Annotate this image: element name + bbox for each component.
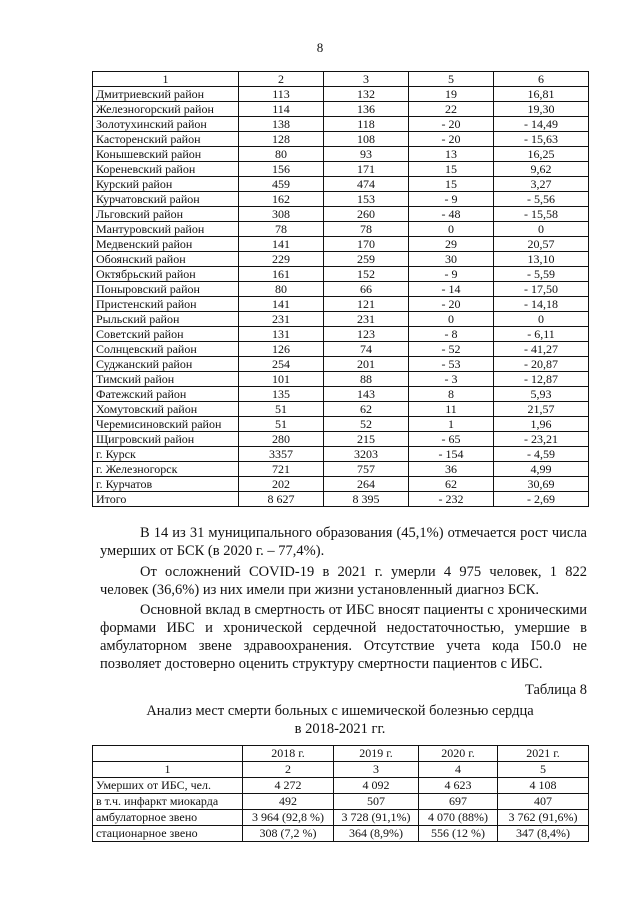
table-row	[93, 312, 589, 327]
table-cell: 11	[409, 402, 494, 417]
table-row	[93, 477, 589, 492]
table-cell: 121	[324, 297, 409, 312]
table-cell: 4	[419, 762, 498, 778]
table-cell: г. Железногорск	[93, 462, 239, 477]
page-number: 8	[316, 40, 324, 55]
table-cell: 1	[409, 417, 494, 432]
table-cell: 62	[409, 477, 494, 492]
table-cell: 2	[243, 762, 334, 778]
table-cell: 51	[239, 402, 324, 417]
table-cell: - 2,69	[494, 492, 589, 507]
table-cell: 123	[324, 327, 409, 342]
table-cell: 78	[239, 222, 324, 237]
table-cell: 29	[409, 237, 494, 252]
table-cell: 22	[409, 102, 494, 117]
table-cell: 3357	[239, 447, 324, 462]
table-cell: 101	[239, 372, 324, 387]
table-cell: Кореневский район	[93, 162, 239, 177]
table-row	[93, 357, 589, 372]
table-cell: Конышевский район	[93, 147, 239, 162]
table-cell: Обоянский район	[93, 252, 239, 267]
table-cell: 13,10	[494, 252, 589, 267]
table-cell: 170	[324, 237, 409, 252]
table-cell: Курский район	[93, 177, 239, 192]
table-cell: Итого	[93, 492, 239, 507]
table-cell: - 4,59	[494, 447, 589, 462]
table-cell: 215	[324, 432, 409, 447]
table-header-row	[93, 72, 589, 87]
table-cell: - 232	[409, 492, 494, 507]
table-cell: 141	[239, 297, 324, 312]
table-cell: 5	[498, 762, 589, 778]
table-cell: 156	[239, 162, 324, 177]
table-cell: Золотухинский район	[93, 117, 239, 132]
table-cell: Октябрьский район	[93, 267, 239, 282]
table-cell: - 20,87	[494, 357, 589, 372]
table-cell: 260	[324, 207, 409, 222]
table-cell: 30	[409, 252, 494, 267]
table-cell: 407	[498, 794, 589, 810]
table-cell: 201	[324, 357, 409, 372]
death-place-table	[92, 745, 589, 842]
table-row	[93, 810, 589, 826]
table-cell: 507	[334, 794, 419, 810]
table-cell: 364 (8,9%)	[334, 826, 419, 842]
table-cell: - 15,58	[494, 207, 589, 222]
table-row	[93, 147, 589, 162]
table-cell: 113	[239, 87, 324, 102]
table-cell: Рыльский район	[93, 312, 239, 327]
table-cell: 80	[239, 282, 324, 297]
table-cell: Пристенский район	[93, 297, 239, 312]
table-cell: 4,99	[494, 462, 589, 477]
table-cell: - 53	[409, 357, 494, 372]
table-cell: 15	[409, 162, 494, 177]
table-cell: - 48	[409, 207, 494, 222]
table-cell: 8 395	[324, 492, 409, 507]
table-row	[93, 794, 589, 810]
table-cell: - 20	[409, 117, 494, 132]
table-cell: 93	[324, 147, 409, 162]
table-row	[93, 237, 589, 252]
table-cell: 1,96	[494, 417, 589, 432]
table-cell: - 52	[409, 342, 494, 357]
table-cell: - 3	[409, 372, 494, 387]
table-cell: - 20	[409, 297, 494, 312]
table-row	[93, 267, 589, 282]
table-cell: 30,69	[494, 477, 589, 492]
table-cell: 66	[324, 282, 409, 297]
table-cell: - 14,49	[494, 117, 589, 132]
table-cell: - 12,87	[494, 372, 589, 387]
table-row	[93, 282, 589, 297]
table-row	[93, 177, 589, 192]
table-cell: - 154	[409, 447, 494, 462]
table-cell: 114	[239, 102, 324, 117]
table-cell: 697	[419, 794, 498, 810]
table-cell: 721	[239, 462, 324, 477]
table-cell: 126	[239, 342, 324, 357]
table-cell: Поныровский район	[93, 282, 239, 297]
table-cell: - 15,63	[494, 132, 589, 147]
table-row	[93, 207, 589, 222]
table-header-row	[93, 746, 589, 762]
table-cell: 308	[239, 207, 324, 222]
table-cell: г. Курск	[93, 447, 239, 462]
table-cell: в т.ч. инфаркт миокарда	[93, 794, 243, 810]
table-cell: Железногорский район	[93, 102, 239, 117]
table-cell: 153	[324, 192, 409, 207]
table-cell: 231	[324, 312, 409, 327]
table-cell: 0	[494, 312, 589, 327]
table-cell: 2018 г.	[243, 746, 334, 762]
table-cell: Хомутовский район	[93, 402, 239, 417]
table-cell: 16,81	[494, 87, 589, 102]
table-cell: 1	[93, 72, 239, 87]
table-cell: 556 (12 %)	[419, 826, 498, 842]
table-row	[93, 462, 589, 477]
table-cell: Фатежский район	[93, 387, 239, 402]
table-row	[93, 297, 589, 312]
table-cell: 3 762 (91,6%)	[498, 810, 589, 826]
table-cell: - 5,56	[494, 192, 589, 207]
table-cell: 132	[324, 87, 409, 102]
table-cell: 3	[334, 762, 419, 778]
table-cell: Мантуровский район	[93, 222, 239, 237]
table-cell: 254	[239, 357, 324, 372]
table-cell: Дмитриевский район	[93, 87, 239, 102]
table-cell: Советский район	[93, 327, 239, 342]
table-cell: - 41,27	[494, 342, 589, 357]
table-cell: 20,57	[494, 237, 589, 252]
table-cell: 135	[239, 387, 324, 402]
table-label: Таблица 8	[524, 682, 587, 698]
table-cell: 4 070 (88%)	[419, 810, 498, 826]
table-cell: 62	[324, 402, 409, 417]
table-row	[93, 342, 589, 357]
table-cell: 4 623	[419, 778, 498, 794]
table-cell: 16,25	[494, 147, 589, 162]
table-cell: - 65	[409, 432, 494, 447]
table-cell: - 9	[409, 192, 494, 207]
table-cell: 0	[409, 312, 494, 327]
table-row	[93, 87, 589, 102]
table-cell: 3	[324, 72, 409, 87]
table-cell: 4 108	[498, 778, 589, 794]
table-row	[93, 387, 589, 402]
table-cell: 36	[409, 462, 494, 477]
table-cell: 474	[324, 177, 409, 192]
table-cell: Курчатовский район	[93, 192, 239, 207]
table-cell: 131	[239, 327, 324, 342]
table-cell: 308 (7,2 %)	[243, 826, 334, 842]
table-cell: 141	[239, 237, 324, 252]
table-cell: 2021 г.	[498, 746, 589, 762]
table-cell: 280	[239, 432, 324, 447]
table-cell: Тимский район	[93, 372, 239, 387]
table-cell: 264	[324, 477, 409, 492]
table-cell: 15	[409, 177, 494, 192]
table-cell: 19,30	[494, 102, 589, 117]
table-cell: 8	[409, 387, 494, 402]
table-cell: 171	[324, 162, 409, 177]
table-cell: 80	[239, 147, 324, 162]
table-cell: 3,27	[494, 177, 589, 192]
table-cell: 4 272	[243, 778, 334, 794]
table-cell: Льговский район	[93, 207, 239, 222]
table-row	[93, 192, 589, 207]
table-cell: 2019 г.	[334, 746, 419, 762]
table-cell: 0	[409, 222, 494, 237]
table-row	[93, 132, 589, 147]
table-row	[93, 826, 589, 842]
table-cell: 136	[324, 102, 409, 117]
table-cell: 2020 г.	[419, 746, 498, 762]
table-row	[93, 778, 589, 794]
table-cell: Суджанский район	[93, 357, 239, 372]
table-cell: - 9	[409, 267, 494, 282]
table-cell: 3 728 (91,1%)	[334, 810, 419, 826]
table-cell: 13	[409, 147, 494, 162]
table-cell: 51	[239, 417, 324, 432]
table-row	[93, 492, 589, 507]
table-cell: 128	[239, 132, 324, 147]
table-cell: 138	[239, 117, 324, 132]
table-row	[93, 162, 589, 177]
paragraph-covid: От осложнений COVID-19 в 2021 г. умерли 4 975 человек, 1 822 человек (36,6%) из них имели при жизни установленный диагноз БСК.	[100, 564, 587, 598]
table-row	[93, 252, 589, 267]
table-cell: 0	[494, 222, 589, 237]
table-cell: 2	[239, 72, 324, 87]
table-cell: 6	[494, 72, 589, 87]
table-cell: Черемисиновский район	[93, 417, 239, 432]
table-cell: 1	[93, 762, 243, 778]
table-row	[93, 327, 589, 342]
table-cell: 88	[324, 372, 409, 387]
table-row	[93, 402, 589, 417]
table-cell: 74	[324, 342, 409, 357]
table-cell: 202	[239, 477, 324, 492]
table-cell: - 14,18	[494, 297, 589, 312]
table-title-line1: Анализ мест смерти больных с ишемической болезнью сердца	[146, 703, 534, 719]
table-cell: 459	[239, 177, 324, 192]
table-cell: 229	[239, 252, 324, 267]
table-row	[93, 447, 589, 462]
table-cell: 161	[239, 267, 324, 282]
table-cell: стационарное звено	[93, 826, 243, 842]
table-cell: 5	[409, 72, 494, 87]
table-cell: - 17,50	[494, 282, 589, 297]
paragraph-ibs-contribution: Основной вклад в смертность от ИБС вносят пациенты с хроническими формами ИБС и хронической сердечной недостаточностью, умершие в амбулаторном звене здравоохранения. Отсутствие учета кода I50.0 не позволяет достоверно оценить структуру смертности пациентов с ИБС.	[100, 602, 587, 672]
table-cell: 21,57	[494, 402, 589, 417]
table-row	[93, 372, 589, 387]
table-row	[93, 222, 589, 237]
table-cell: - 20	[409, 132, 494, 147]
table-cell: 143	[324, 387, 409, 402]
table-cell: Касторенский район	[93, 132, 239, 147]
table-row	[93, 117, 589, 132]
table-cell: амбулаторное звено	[93, 810, 243, 826]
table-cell: 162	[239, 192, 324, 207]
table-title-line2: в 2018-2021 гг.	[294, 721, 386, 737]
table-cell: 3203	[324, 447, 409, 462]
table-cell: Умерших от ИБС, чел.	[93, 778, 243, 794]
table-cell: 9,62	[494, 162, 589, 177]
table-cell: 259	[324, 252, 409, 267]
table-row	[93, 417, 589, 432]
table-cell: 19	[409, 87, 494, 102]
district-deaths-table	[92, 71, 589, 507]
table-cell: 78	[324, 222, 409, 237]
table-cell: 4 092	[334, 778, 419, 794]
table-cell: Солнцевский район	[93, 342, 239, 357]
table-cell: 5,93	[494, 387, 589, 402]
table-cell: 231	[239, 312, 324, 327]
table-cell: Щигровский район	[93, 432, 239, 447]
paragraph-growth: В 14 из 31 муниципального образования (45,1%) отмечается рост числа умерших от БСК (в 2020 г. – 77,4%).	[100, 525, 587, 559]
table-cell: - 8	[409, 327, 494, 342]
table-row	[93, 432, 589, 447]
table-cell: 118	[324, 117, 409, 132]
table-cell: 3 964 (92,8 %)	[243, 810, 334, 826]
table-cell: 52	[324, 417, 409, 432]
table-cell: 108	[324, 132, 409, 147]
table-cell: - 6,11	[494, 327, 589, 342]
table-cell: - 5,59	[494, 267, 589, 282]
table-cell: - 23,21	[494, 432, 589, 447]
table-cell: Медвенский район	[93, 237, 239, 252]
table-cell: - 14	[409, 282, 494, 297]
table-row	[93, 102, 589, 117]
table-cell: 152	[324, 267, 409, 282]
table-header-row	[93, 762, 589, 778]
table-cell: 347 (8,4%)	[498, 826, 589, 842]
table-cell: 8 627	[239, 492, 324, 507]
table-cell	[93, 746, 243, 762]
table-cell: 492	[243, 794, 334, 810]
table-cell: г. Курчатов	[93, 477, 239, 492]
table-cell: 757	[324, 462, 409, 477]
